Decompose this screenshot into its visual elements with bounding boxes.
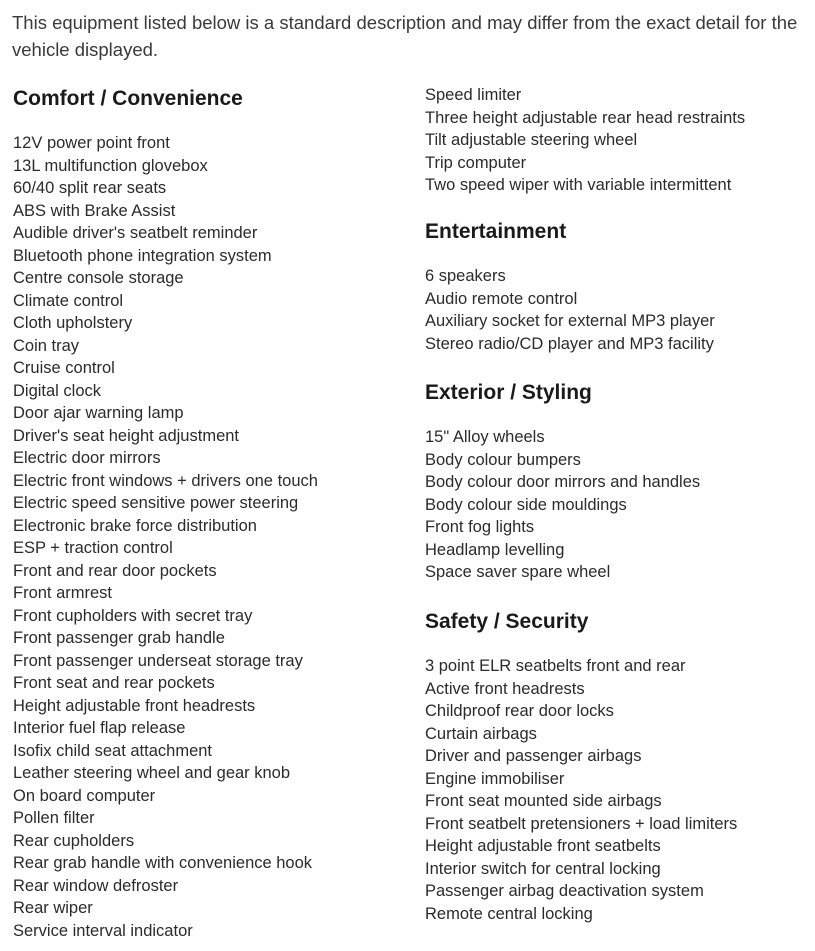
list-item: Isofix child seat attachment — [13, 741, 213, 760]
list-item: Two speed wiper with variable intermittent — [425, 176, 732, 194]
section-comfort — [13, 86, 413, 942]
list-item: Coin tray — [13, 336, 80, 355]
list-item: Climate control — [13, 291, 124, 310]
list-item: Service interval indicator — [13, 921, 193, 940]
list-item: ABS with Brake Assist — [13, 201, 176, 220]
list-item: Front seat and rear pockets — [13, 674, 215, 692]
section-heading-safety: Safety / Security — [425, 610, 589, 633]
list-item: Auxiliary socket for external MP3 player — [425, 312, 715, 330]
list-item: Cloth upholstery — [13, 314, 133, 332]
list-item: Front seat mounted side airbags — [425, 792, 662, 810]
list-item: Passenger airbag deactivation system — [425, 882, 704, 900]
list-item: On board computer — [13, 786, 156, 805]
list-item: Speed limiter — [425, 86, 522, 104]
list-item: Electric speed sensitive power steering — [13, 494, 299, 512]
section-exterior — [425, 380, 810, 584]
list-item: Body colour side mouldings — [425, 495, 627, 514]
disclaimer-text: This equipment listed below is a standard description and may differ from the exact detail for the vehicle displayed. — [12, 12, 798, 60]
section-entertainment — [425, 219, 810, 355]
list-item: Stereo radio/CD player and MP3 facility — [425, 334, 714, 353]
section-heading-comfort: Comfort / Convenience — [13, 87, 243, 110]
list-item: Remote central locking — [425, 904, 593, 923]
list-item: Centre console storage — [13, 269, 184, 287]
list-item: Three height adjustable rear head restraints — [425, 108, 746, 127]
comfort-item-list — [13, 132, 413, 942]
safety-item-list — [425, 655, 810, 925]
list-item: Interior switch for central locking — [425, 859, 661, 878]
list-item: Front armrest — [13, 584, 113, 602]
list-item: Front seatbelt pretensioners + load limiters — [425, 814, 738, 833]
list-item: Space saver spare wheel — [425, 563, 611, 581]
list-item: Body colour bumpers — [425, 450, 581, 469]
list-item: 15" Alloy wheels — [425, 428, 545, 446]
list-item: Door ajar warning lamp — [13, 404, 184, 422]
section-safety — [425, 609, 810, 925]
list-item: Digital clock — [13, 381, 102, 400]
list-item: 6 speakers — [425, 267, 506, 285]
list-item: Cruise control — [13, 359, 115, 377]
list-item: Front and rear door pockets — [13, 561, 217, 580]
list-item: Audio remote control — [425, 289, 578, 308]
list-item: Bluetooth phone integration system — [13, 246, 272, 265]
exterior-item-list — [425, 426, 810, 584]
list-item: Rear cupholders — [13, 831, 135, 850]
list-item: ESP + traction control — [13, 539, 173, 557]
list-item: Interior fuel flap release — [13, 719, 186, 737]
list-item: Audible driver's seatbelt reminder — [13, 224, 258, 242]
section-heading-entertainment: Entertainment — [425, 220, 567, 243]
list-item: Front passenger underseat storage tray — [13, 651, 303, 670]
list-item: Front cupholders with secret tray — [13, 606, 253, 625]
list-item: Electric front windows + drivers one touch — [13, 471, 318, 490]
list-item: 12V power point front — [13, 134, 170, 152]
list-item: Front passenger grab handle — [13, 629, 225, 647]
list-item: Height adjustable front seatbelts — [425, 837, 661, 855]
list-item: Trip computer — [425, 153, 527, 172]
section-heading-exterior: Exterior / Styling — [425, 381, 592, 404]
list-item: Front fog lights — [425, 518, 535, 536]
list-item: Rear grab handle with convenience hook — [13, 854, 313, 872]
list-item: Body colour door mirrors and handles — [425, 473, 701, 491]
list-item: Driver and passenger airbags — [425, 747, 642, 765]
list-item: Curtain airbags — [425, 724, 537, 743]
list-item: Tilt adjustable steering wheel — [425, 131, 638, 149]
list-item: Rear wiper — [13, 899, 93, 917]
comfort-continued-item-list — [425, 84, 810, 197]
list-item: Leather steering wheel and gear knob — [13, 764, 291, 782]
list-item: Engine immobiliser — [425, 769, 565, 788]
list-item: Electric door mirrors — [13, 449, 161, 467]
list-item: Electronic brake force distribution — [13, 516, 257, 535]
list-item: 3 point ELR seatbelts front and rear — [425, 657, 686, 675]
list-item: 13L multifunction glovebox — [13, 156, 208, 175]
list-item: Active front headrests — [425, 679, 585, 698]
section-comfort-continued — [425, 84, 810, 197]
list-item: Headlamp levelling — [425, 540, 565, 559]
list-item: Pollen filter — [13, 809, 95, 827]
entertainment-item-list — [425, 265, 810, 355]
list-item: 60/40 split rear seats — [13, 179, 167, 197]
list-item: Height adjustable front headrests — [13, 696, 256, 715]
list-item: Rear window defroster — [13, 876, 179, 895]
list-item: Driver's seat height adjustment — [13, 426, 240, 445]
list-item: Childproof rear door locks — [425, 702, 614, 720]
